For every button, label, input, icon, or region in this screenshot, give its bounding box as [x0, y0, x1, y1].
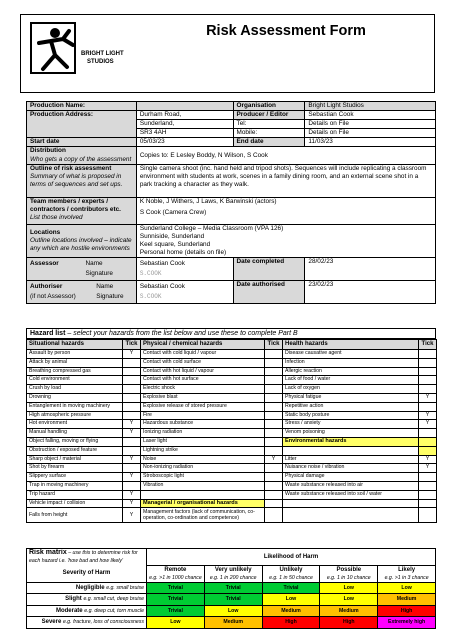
hazard-tick-cell[interactable]	[419, 446, 437, 455]
hazard-tick-cell[interactable]	[265, 481, 283, 490]
team-label: Team members / experts / contractors / contributors etc.	[30, 197, 121, 213]
severity-label	[27, 594, 147, 606]
risk-level-cell: Low	[147, 617, 205, 629]
date-authorised-value[interactable]: 23/02/23	[305, 281, 436, 304]
hazard-row	[27, 490, 437, 499]
likelihood-sub: e.g. 1 in 200 chance	[209, 574, 257, 581]
hazard-tick-cell[interactable]	[419, 402, 437, 411]
risk-level-cell: Low	[262, 594, 320, 606]
hazard-tick-cell[interactable]: Y	[123, 455, 141, 464]
hazard-tick-cell[interactable]	[265, 499, 283, 508]
hazard-row	[27, 437, 437, 446]
hazard-row	[27, 464, 437, 473]
hazard-tick-cell[interactable]	[265, 393, 283, 402]
hazard-tick-cell[interactable]: Y	[123, 420, 141, 429]
risk-level-cell: High	[320, 617, 378, 629]
hazard-item: Physical damage	[283, 473, 419, 482]
production-details-table	[26, 101, 436, 304]
authoriser-label: Authoriser	[30, 283, 63, 291]
hazard-tick-cell[interactable]: Y	[123, 350, 141, 359]
hazard-title: Hazard list	[30, 330, 66, 337]
tick-header-2: Tick	[265, 340, 283, 350]
hazard-item: Falls from height	[27, 508, 123, 523]
risk-level-cell: Medium	[262, 605, 320, 617]
team-label-cell	[27, 197, 137, 224]
authoriser-value-cell[interactable]	[136, 281, 233, 304]
likelihood-name: Possible	[336, 566, 362, 573]
hazard-tick-cell[interactable]: Y	[419, 411, 437, 420]
team-value-1: K Noble, J Withers, J Laws, K Barwinski (actors)	[139, 197, 277, 205]
hazard-tick-cell[interactable]	[123, 464, 141, 473]
severity-row	[27, 594, 436, 606]
hazard-item: Explosive release of stored pressure	[141, 402, 265, 411]
hazard-row	[27, 411, 437, 420]
risk-level-cell: Trivial	[147, 605, 205, 617]
authoriser-label-cell	[27, 281, 137, 304]
hazard-item: Lack of oxygen	[283, 385, 419, 394]
hazard-row	[27, 429, 437, 438]
hazard-tick-cell[interactable]	[265, 429, 283, 438]
risk-level-cell: Trivial	[147, 582, 205, 594]
tel-label: Tel:	[233, 120, 305, 129]
risk-level-cell: Low	[320, 594, 378, 606]
assessor-signature-word: Signature	[85, 270, 113, 278]
hazard-tick-cell[interactable]	[419, 429, 437, 438]
hazard-item: Ionizing radiation	[141, 429, 265, 438]
likelihood-name: Remote	[164, 566, 187, 573]
hazard-item: Breathing compressed gas	[27, 367, 123, 376]
severity-sub: e.g. fracture, loss of consciousness	[62, 619, 144, 626]
hazard-row	[27, 376, 437, 385]
hazard-item: Obstruction / exposed feature	[27, 446, 123, 455]
risk-level-cell: Trivial	[204, 594, 262, 606]
hazard-tick-cell[interactable]	[265, 420, 283, 429]
authoriser-name: Sebastian Cook	[139, 283, 185, 291]
start-date-label: Start date	[27, 138, 137, 147]
severity-name: Negligible	[75, 584, 105, 591]
hazard-tick-cell[interactable]	[419, 473, 437, 482]
assessor-label: Assessor	[30, 260, 59, 268]
hazard-row	[27, 393, 437, 402]
hazard-tick-cell[interactable]: Y	[123, 508, 141, 523]
producer-value[interactable]: Sebastian Cook	[305, 111, 436, 120]
date-completed-value[interactable]: 28/02/23	[305, 258, 436, 281]
hazard-item: Shot by firearm	[27, 464, 123, 473]
risk-level-cell: Trivial	[204, 582, 262, 594]
risk-level-cell: Extremely high	[378, 617, 436, 629]
likelihood-column	[204, 565, 262, 582]
hazard-item: High atmospheric pressure	[27, 411, 123, 420]
likelihood-column	[320, 565, 378, 582]
severity-name: Severe	[41, 619, 62, 626]
hazard-tick-cell[interactable]	[265, 464, 283, 473]
hazard-tick-cell[interactable]	[419, 358, 437, 367]
hazard-row	[27, 481, 437, 490]
hazard-tick-cell[interactable]: Y	[123, 490, 141, 499]
risk-level-cell: Medium	[204, 617, 262, 629]
hazard-item: Cold environment	[27, 376, 123, 385]
severity-label	[27, 605, 147, 617]
hazard-tick-cell[interactable]	[265, 358, 283, 367]
hazard-item: Explosive blast	[141, 393, 265, 402]
hazard-item: Physical fatigue	[283, 393, 419, 402]
hazard-item: Infection	[283, 358, 419, 367]
likelihood-sub: e.g. 1 in 10 chance	[326, 574, 371, 581]
hazard-item: Venom poisoning	[283, 429, 419, 438]
likelihood-sub: e.g. >1 in 3 chance	[384, 574, 429, 581]
hazard-item: Vehicle impact / collision	[27, 499, 123, 508]
tel-value[interactable]: Details on File	[305, 120, 436, 129]
severity-sub: e.g. small bruise	[106, 584, 144, 591]
date-completed-label: Date completed	[233, 258, 305, 281]
form-header	[20, 14, 435, 93]
physical-header: Physical / chemical hazards	[141, 340, 265, 350]
tick-header-3: Tick	[419, 340, 437, 350]
hazard-row	[27, 499, 437, 508]
hazard-row	[27, 402, 437, 411]
hazard-item: Contact with cold surface	[141, 358, 265, 367]
location-3: Keel square, Sunderland	[139, 240, 211, 248]
outline-sub: Summary of what is proposed in terms of sequences and set ups.	[30, 172, 123, 188]
hazard-item: Trip hazard	[27, 490, 123, 499]
hazard-tick-cell[interactable]	[123, 358, 141, 367]
likelihood-header: Likelihood of Harm	[147, 549, 436, 566]
likelihood-sub: e.g. 1 in 50 chance	[269, 574, 313, 581]
location-2: Sunniside, Sunderland	[139, 232, 205, 240]
hazard-tick-cell[interactable]	[123, 481, 141, 490]
hazard-tick-cell[interactable]	[265, 411, 283, 420]
svg-text:STUDIOS: STUDIOS	[87, 59, 114, 65]
location-4: Personal home (details on file)	[139, 248, 227, 256]
situational-header: Situational hazards	[27, 340, 123, 350]
assessor-name-word: Name	[85, 260, 103, 268]
hazard-item	[283, 499, 419, 508]
hazard-item	[283, 508, 419, 523]
matrix-subtitle: – use this to determine risk for each hazard i.e. 'how bad and how likely'	[29, 550, 138, 564]
hazard-table	[26, 339, 437, 523]
distribution-sub: Who gets a copy of the assessment	[30, 155, 132, 163]
hazard-tick-cell[interactable]	[419, 437, 437, 446]
likelihood-column	[378, 565, 436, 582]
authoriser-signature-word: Signature	[96, 293, 124, 301]
hazard-row	[27, 350, 437, 359]
hazard-tick-cell[interactable]: Y	[419, 464, 437, 473]
hazard-item: Hot environment	[27, 420, 123, 429]
hazard-item: Attack by animal	[27, 358, 123, 367]
hazard-item: Contact with cold liquid / vapour	[141, 350, 265, 359]
hazard-tick-cell[interactable]	[123, 446, 141, 455]
hazard-tick-cell[interactable]: Y	[265, 455, 283, 464]
mobile-value[interactable]: Details on File	[305, 129, 436, 138]
hazard-tick-cell[interactable]	[123, 437, 141, 446]
team-value-cell[interactable]	[136, 197, 435, 224]
hazard-item: Assault by person	[27, 350, 123, 359]
hazard-item: Disease causative agent	[283, 350, 419, 359]
risk-level-cell: Trivial	[147, 594, 205, 606]
hazard-item: Allergic reaction	[283, 367, 419, 376]
hazard-tick-cell[interactable]	[419, 350, 437, 359]
tick-header-1: Tick	[123, 340, 141, 350]
outline-label-cell	[27, 164, 137, 197]
hazard-item: Hazardous substance	[141, 420, 265, 429]
assessor-signature: S.COOK	[139, 270, 162, 278]
hazard-item: Waste substance released into soil / water	[283, 490, 419, 499]
hazard-row	[27, 420, 437, 429]
severity-name: Slight	[65, 596, 82, 603]
production-name-label: Production Name:	[27, 102, 137, 111]
severity-header: Severity of Harm	[27, 565, 147, 582]
hazard-item: Trap in moving machinery	[27, 481, 123, 490]
svg-text:BRIGHT LIGHT: BRIGHT LIGHT	[81, 51, 124, 57]
severity-label	[27, 582, 147, 594]
risk-level-cell: Medium	[320, 605, 378, 617]
hazard-row	[27, 358, 437, 367]
hazard-tick-cell[interactable]	[419, 385, 437, 394]
likelihood-column	[147, 565, 205, 582]
hazard-item: Slippery surface	[27, 473, 123, 482]
likelihood-sub: e.g. >1 in 1000 chance	[149, 574, 202, 581]
form-title: Risk Assessment Form	[206, 23, 366, 39]
risk-level-cell: High	[262, 617, 320, 629]
hazard-item: Management factors (lack of communication, co-operation, co-ordination and competence)	[141, 508, 265, 523]
hazard-tick-cell[interactable]: Y	[123, 429, 141, 438]
hazard-tick-cell[interactable]	[265, 367, 283, 376]
organisation-value[interactable]: Bright Light Studios	[305, 102, 436, 111]
hazard-item: Object falling, moving or flying	[27, 437, 123, 446]
hazard-row	[27, 446, 437, 455]
hazard-tick-cell[interactable]	[265, 473, 283, 482]
assessor-label-cell	[27, 258, 137, 281]
hazard-tick-cell[interactable]	[123, 411, 141, 420]
likelihood-column	[262, 565, 320, 582]
address-line-3[interactable]: SR3 4AH	[136, 129, 233, 138]
hazard-tick-cell[interactable]: Y	[419, 455, 437, 464]
hazard-item: Contact with hot liquid / vapour	[141, 367, 265, 376]
likelihood-name: Very unlikely	[214, 566, 252, 573]
hazard-row	[27, 367, 437, 376]
hazard-tick-cell[interactable]	[123, 385, 141, 394]
authoriser-name-word: Name	[96, 283, 114, 291]
address-line-2[interactable]: Sunderland,	[136, 120, 233, 129]
hazard-tick-cell[interactable]	[265, 490, 283, 499]
outline-value[interactable]: Single camera shoot (inc. hand held and tripod shots). Sequences will include replicating a classroom environment with students at work, scenes in a family dining room, and an external scene shot in a park tracking a character as they walk.	[136, 164, 435, 197]
address-line-1[interactable]: Durham Road,	[136, 111, 233, 120]
hazard-row	[27, 385, 437, 394]
hazard-tick-cell[interactable]: Y	[419, 420, 437, 429]
hazard-item: Litter	[283, 455, 419, 464]
hazard-item: Entanglement in moving machinery	[27, 402, 123, 411]
hazard-tick-cell[interactable]: Y	[419, 393, 437, 402]
locations-value-cell[interactable]	[136, 224, 435, 257]
hazard-tick-cell[interactable]	[123, 367, 141, 376]
hazard-tick-cell[interactable]: Y	[123, 499, 141, 508]
risk-level-cell: Low	[320, 582, 378, 594]
likelihood-name: Unlikely	[279, 566, 303, 573]
hazard-item: Electric shock	[141, 385, 265, 394]
authoriser-sub: (if not Assessor)	[30, 293, 76, 301]
hazard-item: Lack of food / water	[283, 376, 419, 385]
hazard-item: Lightning strike	[141, 446, 265, 455]
distribution-value[interactable]: Copies to: E Lesley Boddy, N Wilson, S Cook	[136, 147, 435, 164]
likelihood-name: Likely	[398, 566, 416, 573]
severity-sub: e.g. deep cut, torn muscle	[84, 607, 144, 614]
locations-label: Locations	[30, 228, 61, 236]
locations-sub: Outline locations involved – indicate any which are hostile environments	[30, 236, 132, 252]
hazard-tick-cell[interactable]	[265, 437, 283, 446]
production-address-label: Production Address:	[27, 111, 137, 138]
hazard-row	[27, 455, 437, 464]
severity-row	[27, 617, 436, 629]
hazard-item: Crush by load	[27, 385, 123, 394]
hazard-tick-cell[interactable]	[419, 376, 437, 385]
risk-level-cell: Trivial	[262, 582, 320, 594]
hazard-tick-cell[interactable]	[265, 376, 283, 385]
hazard-tick-cell[interactable]	[419, 508, 437, 523]
hazard-item: Static body posture	[283, 411, 419, 420]
risk-level-cell: Low	[204, 605, 262, 617]
start-date-value[interactable]: 05/03/23	[136, 138, 233, 147]
hazard-item: Waste substance released into air	[283, 481, 419, 490]
hazard-item: Repetitive action	[283, 402, 419, 411]
severity-label	[27, 617, 147, 629]
hazard-list-title	[26, 328, 436, 339]
end-date-label: End date	[233, 138, 305, 147]
hazard-tick-cell[interactable]	[419, 490, 437, 499]
hazard-tick-cell[interactable]	[265, 402, 283, 411]
location-1: Sunderland College – Media Classroom (VPA 126)	[139, 224, 284, 232]
hazard-row	[27, 508, 437, 523]
hazard-item: Contact with hot surface	[141, 376, 265, 385]
hazard-item: Laser light	[141, 437, 265, 446]
locations-label-cell	[27, 224, 137, 257]
hazard-subtitle: – select your hazards from the list below and use these to complete Part B	[65, 330, 298, 337]
hazard-tick-cell[interactable]: Y	[123, 473, 141, 482]
authoriser-signature: S.COOK	[139, 293, 162, 301]
distribution-label: Distribution	[30, 147, 66, 155]
hazard-tick-cell[interactable]	[419, 367, 437, 376]
risk-level-cell: Medium	[378, 594, 436, 606]
studio-logo	[29, 21, 124, 87]
hazard-item: Fire	[141, 411, 265, 420]
assessor-value-cell[interactable]	[136, 258, 233, 281]
health-header: Health hazards	[283, 340, 419, 350]
severity-name: Moderate	[55, 607, 83, 614]
hazard-tick-cell[interactable]	[123, 376, 141, 385]
risk-matrix-table	[26, 548, 436, 629]
severity-row	[27, 605, 436, 617]
managerial-header: Managerial / organisational hazards	[141, 499, 265, 508]
outline-label: Outline of risk assessment	[30, 164, 112, 172]
hazard-tick-cell[interactable]	[265, 350, 283, 359]
hazard-tick-cell[interactable]	[265, 508, 283, 523]
distribution-label-cell	[27, 147, 137, 164]
hazard-tick-cell[interactable]	[123, 402, 141, 411]
hazard-item: Non-ionizing radiation	[141, 464, 265, 473]
risk-level-cell: High	[378, 605, 436, 617]
severity-row	[27, 582, 436, 594]
mobile-label: Mobile:	[233, 129, 305, 138]
severity-sub: e.g. small cut, deep bruise	[83, 596, 144, 603]
production-name-value[interactable]	[136, 102, 233, 111]
end-date-value[interactable]: 11/03/23	[305, 138, 436, 147]
hazard-item	[283, 446, 419, 455]
hazard-item: Stress / anxiety	[283, 420, 419, 429]
hazard-item: Stroboscopic light	[141, 473, 265, 482]
assessor-name: Sebastian Cook	[139, 260, 185, 268]
hazard-item: Vibration	[141, 481, 265, 490]
hazard-tick-cell[interactable]	[419, 481, 437, 490]
hazard-item: Noise	[141, 455, 265, 464]
hazard-item: Drowning	[27, 393, 123, 402]
matrix-title-cell	[27, 549, 147, 566]
hazard-tick-cell[interactable]	[265, 446, 283, 455]
matrix-title: Risk matrix	[29, 549, 67, 556]
producer-label: Producer / Editor	[233, 111, 305, 120]
hazard-tick-cell[interactable]	[265, 385, 283, 394]
risk-level-cell: Low	[378, 582, 436, 594]
team-sub: List those involved	[30, 213, 83, 221]
hazard-item	[141, 490, 265, 499]
environmental-header: Environmental hazards	[283, 437, 419, 446]
date-authorised-label: Date authorised	[233, 281, 305, 304]
hazard-tick-cell[interactable]	[419, 499, 437, 508]
team-value-2: S Cook (Camera Crew)	[139, 208, 207, 216]
hazard-item: Sharp object / material	[27, 455, 123, 464]
hazard-tick-cell[interactable]	[123, 393, 141, 402]
hazard-row	[27, 473, 437, 482]
organisation-label: Organisation	[233, 102, 305, 111]
hazard-item: Nuisance noise / vibration	[283, 464, 419, 473]
hazard-item: Manual handling	[27, 429, 123, 438]
